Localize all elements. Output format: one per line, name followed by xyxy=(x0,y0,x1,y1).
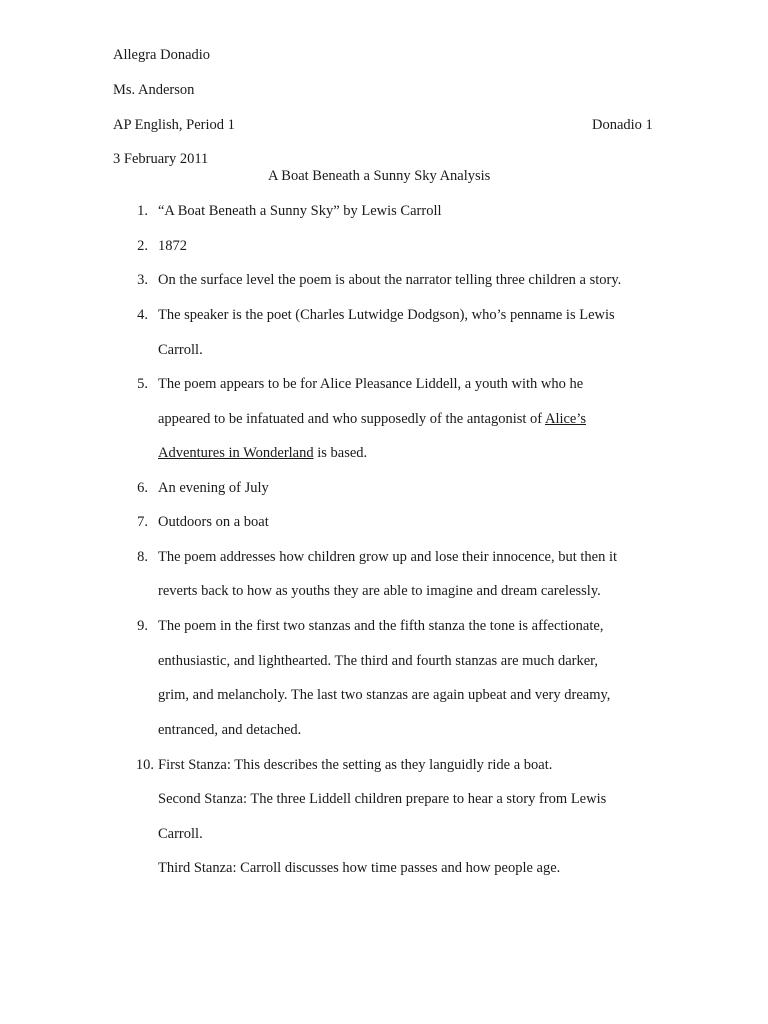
list-item-text: First Stanza: This describes the setting as they languidly ride a boat. xyxy=(158,757,553,773)
list-item-text-segment: appeared to be infatuated and who supposedly of the antagonist of xyxy=(158,411,545,427)
list-item-text xyxy=(158,409,586,429)
list-item-text: Carroll. xyxy=(158,342,203,358)
list-item-text: reverts back to how as youths they are able to imagine and dream carelessly. xyxy=(158,583,601,599)
list-item-text: Second Stanza: The three Liddell children prepare to hear a story from Lewis xyxy=(158,791,607,807)
list-item-number: 10. xyxy=(135,757,154,773)
list-item-number: 3. xyxy=(137,272,148,288)
list-item-number: 7. xyxy=(137,514,148,530)
document-title: A Boat Beneath a Sunny Sky Analysis xyxy=(268,168,491,184)
list-item-text: The poem appears to be for Alice Pleasance Liddell, a youth with who he xyxy=(158,376,584,392)
list-item-number: 4. xyxy=(137,307,148,323)
list-item-number: 2. xyxy=(137,238,148,254)
list-item-text: “A Boat Beneath a Sunny Sky” by Lewis Carroll xyxy=(158,203,442,219)
list-item-number: 5. xyxy=(137,376,148,392)
list-item-text: The poem in the first two stanzas and the fifth stanza the tone is affectionate, xyxy=(158,618,604,634)
list-item-text: Carroll. xyxy=(158,826,203,842)
list-item-text xyxy=(158,443,367,463)
list-item-text: On the surface level the poem is about the narrator telling three children a story. xyxy=(158,272,622,288)
list-item-number: 8. xyxy=(137,549,148,565)
list-item-number: 9. xyxy=(137,618,148,634)
list-item-text: 1872 xyxy=(158,238,187,254)
list-item-text: grim, and melancholy. The last two stanzas are again upbeat and very dreamy, xyxy=(158,687,611,703)
book-title-link: Adventures in Wonderland xyxy=(158,445,314,461)
list-item-text: An evening of July xyxy=(158,480,269,496)
list-item-text: Outdoors on a boat xyxy=(158,514,269,530)
list-item-number: 1. xyxy=(137,203,148,219)
list-item-text: Third Stanza: Carroll discusses how time passes and how people age. xyxy=(158,860,561,876)
list-item-number: 6. xyxy=(137,480,148,496)
list-item-text: The speaker is the poet (Charles Lutwidge Dodgson), who’s penname is Lewis xyxy=(158,307,615,323)
list-item-text: enthusiastic, and lighthearted. The third and fourth stanzas are much darker, xyxy=(158,653,599,669)
teacher-name: Ms. Anderson xyxy=(113,82,195,98)
author-name: Allegra Donadio xyxy=(113,47,211,63)
page-header-label: Donadio 1 xyxy=(592,117,653,133)
document-date: 3 February 2011 xyxy=(113,151,209,167)
course-name: AP English, Period 1 xyxy=(113,117,235,133)
list-item-text: entranced, and detached. xyxy=(158,722,302,738)
list-item-text: The poem addresses how children grow up and lose their innocence, but then it xyxy=(158,549,618,565)
list-item-text-segment: is based. xyxy=(313,445,368,461)
book-title-link: Alice’s xyxy=(544,411,587,427)
